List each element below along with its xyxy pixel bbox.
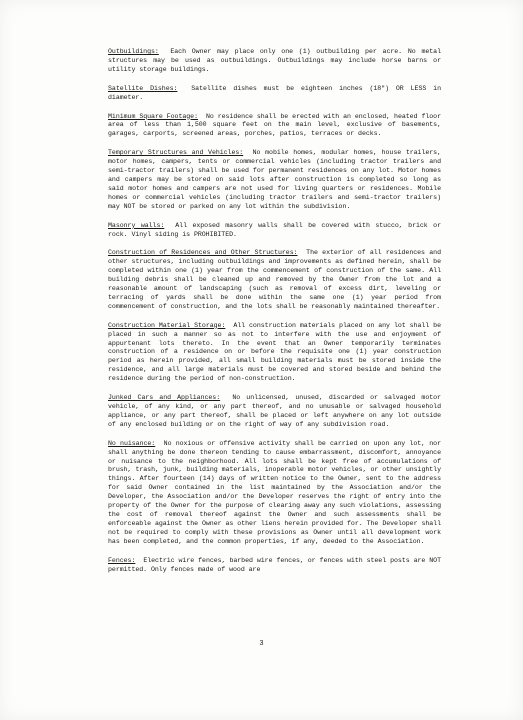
section-heading: Satellite Dishes: bbox=[108, 84, 178, 92]
section-paragraph bbox=[108, 149, 441, 211]
section-outbuildings bbox=[108, 48, 441, 75]
section-body: Each Owner may place only one (1) outbuilding per acre. No metal structures may be used as outbuildings. Outbuildings may include horse barns or utility storage buildings. bbox=[108, 48, 441, 73]
section-heading: Fences: bbox=[108, 556, 136, 564]
section-paragraph bbox=[108, 48, 441, 75]
section-body: No noxious or offensive activity shall be carried on upon any lot, nor shall anything be done thereon tending to cause embarrassment, discomfort, annoyance or nuisance to the neighborhood. All lots shall be kept free of accumulations of brush, trash, junk, building materials, inoperable motor vehicles, or other unsightly things. After fourteen (14) days of written notice to the Owner, sent to the address for said Owner contained in the list maintained by the Association and/or the Developer, the Association and/or the Developer reserves the right of entry into the property of the Owner for the purpose of clearing away any such violations, assessing the cost of removal thereof against the Owner and such assessments shall be enforceable against the Owner as other liens herein provided for. The Developer shall not be required to comply with these provisions as Owner until all development work has been completed, and the common properties, if any, deeded to the Association. bbox=[108, 439, 441, 545]
section-heading: Minimum Square Footage: bbox=[108, 112, 198, 120]
section-paragraph bbox=[108, 440, 441, 547]
section-minimum-square-footage bbox=[108, 113, 441, 140]
section-temporary-structures bbox=[108, 149, 441, 211]
section-fences bbox=[108, 557, 441, 575]
section-paragraph bbox=[108, 322, 441, 384]
page-number: 3 bbox=[259, 640, 264, 648]
section-body: Satellite dishes must be eighteen inches (18") OR LESS in diameter. bbox=[108, 84, 441, 101]
section-paragraph bbox=[108, 85, 441, 103]
document-body bbox=[108, 48, 441, 584]
section-heading: Construction Material Storage: bbox=[108, 321, 226, 329]
section-masonry-walls bbox=[108, 222, 441, 240]
section-heading: No nuisance: bbox=[108, 439, 156, 447]
section-construction-material-storage bbox=[108, 322, 441, 384]
section-body: No mobile homes, modular homes, house trailers, motor homes, campers, tents or commercial vehicles (including tractor trailers and semi-tractor trailers) shall be used for permanent residences on any lot. Motor homes and campers may be stored on said lots after construction is completed so long as said motor homes and campers are not used for living quarters or residences. Mobile homes or commercial vehicles (including tractor trailers and semi-tractor trailers) may NOT be stored or parked on any lot within the subdivision. bbox=[108, 149, 441, 210]
section-junked-cars bbox=[108, 394, 441, 430]
section-body: All exposed masonry walls shall be covered with stucco, brick or rock. Vinyl siding is PROHIBITED. bbox=[108, 221, 442, 238]
section-paragraph bbox=[108, 394, 441, 430]
section-heading: Temporary Structures and Vehicles: bbox=[108, 149, 244, 157]
section-body: Electric wire fences, barbed wire fences, or fences with steel posts are NOT permitted. Only fences made of wood are bbox=[108, 556, 441, 573]
section-heading: Construction of Residences and Other Structures: bbox=[108, 249, 298, 257]
section-paragraph bbox=[108, 249, 441, 311]
section-body: No unlicensed, unused, discarded or salvaged motor vehicle, of any kind, or any part thereof, and no unusable or salvaged household appliance, or any part thereof, shall be placed or left anywhere on any lot outside of any enclosed building or on the right of way of any subdivision road. bbox=[108, 394, 441, 428]
section-paragraph bbox=[108, 222, 441, 240]
section-no-nuisance bbox=[108, 440, 441, 547]
section-construction-of-residences bbox=[108, 249, 441, 311]
section-paragraph bbox=[108, 113, 441, 140]
section-paragraph bbox=[108, 557, 441, 575]
section-body: All construction materials placed on any lot shall be placed in such a manner so as not to interfere with the use and enjoyment of appurtenant lots thereto. In the event that an Owner temporarily terminates construction of a residence on or before the requisite one (1) year construction period as herein provided, all small building materials must be stored inside the residence, and all large materials must be covered and stored beside and behind the residence during the period of non-construction. bbox=[108, 321, 441, 383]
section-body: The exterior of all residences and other structures, including outbuildings and improvements as defined herein, shall be completed within one (1) year from the commencement of construction of the same. All building debris shall be cleaned up and removed by the Owner from the lot and a reasonable amount of landscaping (such as removal of excess dirt, leveling or terracing of yards shall be done within the same one (1) year period from commencement of construction, and the lots shall be reasonably maintained thereafter. bbox=[108, 249, 441, 310]
section-body: No residence shall be erected with an enclosed, heated floor area of less than 1,500 square feet on the main level, exclusive of basements, garages, carports, screened areas, porches, patios, terraces or decks. bbox=[108, 112, 441, 138]
section-satellite-dishes bbox=[108, 85, 441, 103]
section-heading: Masonry walls: bbox=[108, 221, 165, 229]
section-heading: Junked Cars and Appliances: bbox=[108, 394, 221, 402]
section-heading: Outbuildings: bbox=[108, 48, 159, 55]
